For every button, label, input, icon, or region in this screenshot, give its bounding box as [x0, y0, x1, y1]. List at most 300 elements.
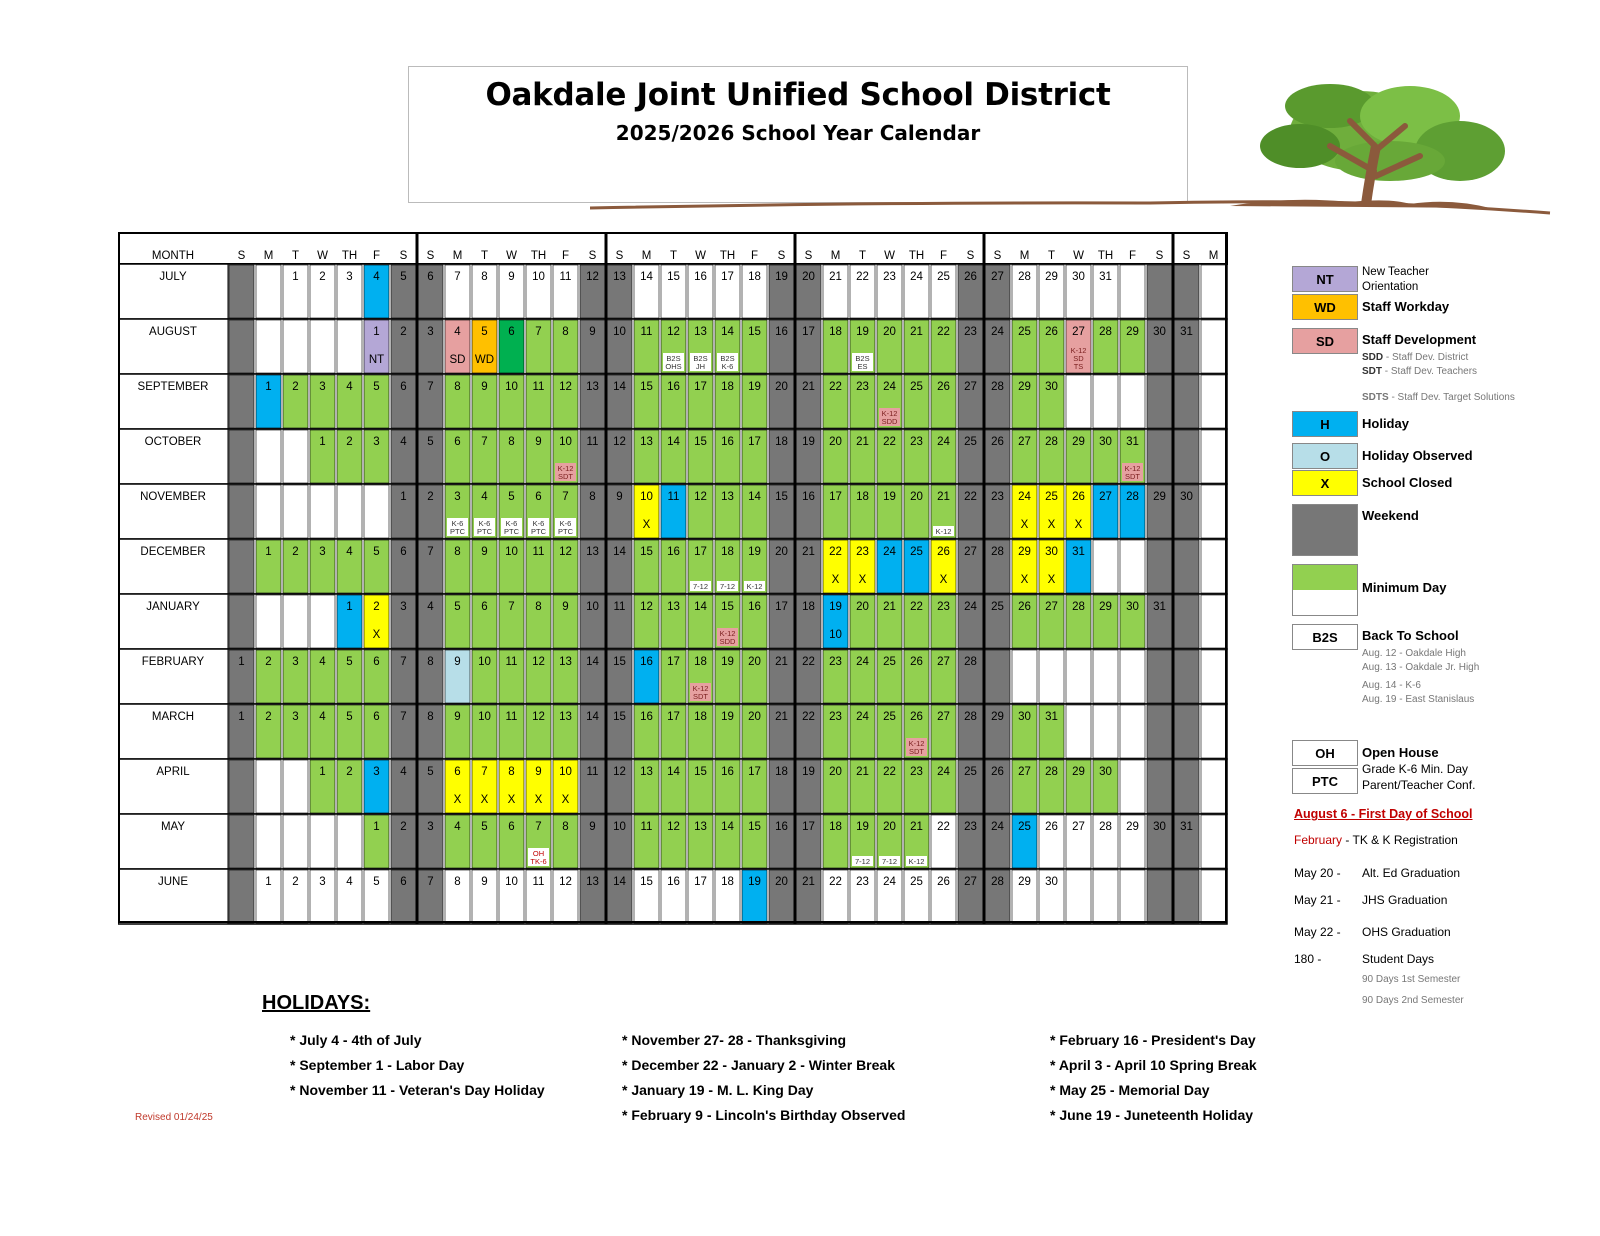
day-number: 1 [319, 436, 326, 448]
day-number: 23 [883, 271, 896, 283]
day-number: 10 [532, 271, 545, 283]
day-number: 8 [589, 491, 596, 503]
day-number: 25 [910, 546, 923, 558]
legend-nt-swatch: NT [1292, 266, 1358, 292]
day-cell [1093, 705, 1118, 758]
day-number: 28 [1099, 326, 1112, 338]
day-number: 20 [775, 876, 788, 888]
day-number: 18 [721, 876, 734, 888]
day-number: 4 [481, 491, 488, 503]
day-number: 28 [1126, 491, 1139, 503]
day-header-label: W [884, 250, 895, 262]
day-number: 6 [481, 601, 488, 613]
day-cell [1147, 870, 1172, 923]
day-number: 22 [802, 656, 815, 668]
day-number: 4 [373, 271, 380, 283]
day-note: 7-12 [854, 857, 871, 866]
day-number: 31 [1153, 601, 1166, 613]
day-mark: X [453, 794, 462, 806]
day-cell [229, 760, 254, 813]
day-header-label: M [1208, 250, 1219, 262]
day-number: 10 [586, 601, 599, 613]
day-number: 23 [856, 546, 869, 558]
tree-logo-icon [590, 76, 1570, 226]
day-number: 22 [856, 271, 869, 283]
day-number: 15 [613, 656, 626, 668]
day-note: SDT [1125, 472, 1140, 481]
day-number: 3 [292, 656, 299, 668]
day-number: 26 [1072, 491, 1085, 503]
day-number: 10 [478, 656, 491, 668]
day-number: 18 [721, 381, 734, 393]
day-number: 8 [454, 381, 461, 393]
day-number: 3 [454, 491, 461, 503]
day-note: K-12 [908, 739, 925, 748]
day-number: 16 [775, 326, 788, 338]
day-number: 9 [454, 656, 461, 668]
page-subtitle: 2025/2026 School Year Calendar [615, 121, 981, 145]
day-number: 16 [775, 821, 788, 833]
day-number: 15 [667, 271, 680, 283]
day-number: 9 [508, 271, 515, 283]
day-cell [1174, 870, 1199, 923]
day-cell [1147, 430, 1172, 483]
day-number: 13 [640, 766, 653, 778]
day-number: 26 [910, 656, 923, 668]
day-number: 7 [427, 546, 434, 558]
day-number: 18 [775, 436, 788, 448]
day-number: 13 [559, 711, 572, 723]
holidays-title: HOLIDAYS: [262, 992, 371, 1014]
day-number: 29 [1018, 381, 1031, 393]
day-number: 7 [400, 656, 407, 668]
day-number: 24 [883, 546, 896, 558]
day-number: 14 [586, 711, 599, 723]
day-number: 28 [1018, 271, 1031, 283]
day-header-label: S [804, 250, 813, 262]
day-number: 12 [613, 436, 626, 448]
day-number: 5 [427, 766, 434, 778]
day-number: 5 [373, 546, 380, 558]
holiday-item: * November 11 - Veteran's Day Holiday [290, 1082, 545, 1098]
day-cell [1201, 815, 1226, 868]
day-number: 20 [883, 821, 896, 833]
day-number: 1 [265, 381, 272, 393]
day-header-label: F [561, 250, 570, 262]
month-name: JANUARY [146, 601, 200, 613]
day-number: 12 [640, 601, 653, 613]
day-number: 2 [346, 766, 353, 778]
day-number: 11 [505, 711, 518, 723]
day-number: 29 [1126, 821, 1139, 833]
day-note: SD [1073, 354, 1084, 363]
day-number: 8 [508, 766, 515, 778]
day-number: 18 [829, 326, 842, 338]
day-number: 17 [694, 876, 707, 888]
day-number: 16 [748, 601, 761, 613]
day-number: 21 [802, 381, 815, 393]
day-number: 21 [883, 601, 896, 613]
day-number: 15 [640, 381, 653, 393]
day-cell [310, 815, 335, 868]
day-number: 6 [373, 711, 380, 723]
day-number: 8 [454, 546, 461, 558]
day-number: 12 [532, 656, 545, 668]
day-number: 15 [694, 436, 707, 448]
day-note: PTC [477, 527, 492, 536]
legend-holiday-label: Holiday [1362, 416, 1409, 431]
month-name: SEPTEMBER [137, 381, 209, 393]
day-number: 8 [562, 821, 569, 833]
day-cell [1201, 320, 1226, 373]
legend-sdd-note: SDD - Staff Dev. District [1362, 352, 1469, 363]
day-cell [256, 430, 281, 483]
day-note: OH [532, 849, 545, 858]
legend-closed-label: School Closed [1362, 475, 1453, 490]
day-header-label: S [966, 250, 975, 262]
day-number: 17 [694, 546, 707, 558]
month-name: JULY [159, 271, 187, 283]
day-number: 9 [589, 821, 596, 833]
day-cell [1012, 650, 1037, 703]
day-number: 20 [775, 546, 788, 558]
day-cell [310, 485, 335, 538]
day-cell [229, 815, 254, 868]
day-number: 15 [721, 601, 734, 613]
day-number: 14 [748, 491, 761, 503]
day-number: 24 [991, 821, 1004, 833]
day-number: 2 [400, 326, 407, 338]
day-number: 11 [505, 656, 518, 668]
day-number: 21 [829, 271, 842, 283]
day-note: SDD [881, 417, 898, 426]
day-note: SDD [719, 637, 736, 646]
day-number: 22 [883, 436, 896, 448]
day-number: 26 [937, 381, 950, 393]
day-number: 4 [346, 381, 353, 393]
day-number: 10 [505, 381, 518, 393]
day-number: 16 [694, 271, 707, 283]
day-number: 30 [1153, 326, 1166, 338]
day-number: 11 [586, 766, 599, 778]
day-number: 24 [856, 656, 869, 668]
holiday-item: * November 27- 28 - Thanksgiving [622, 1032, 847, 1048]
day-number: 2 [292, 546, 299, 558]
day-number: 16 [667, 876, 680, 888]
day-number: 22 [937, 326, 950, 338]
day-number: 6 [454, 766, 461, 778]
legend [1292, 262, 1592, 1022]
day-number: 1 [319, 766, 326, 778]
day-cell [1147, 650, 1172, 703]
day-header-label: TH [530, 250, 547, 262]
day-number: 3 [346, 271, 353, 283]
day-number: 4 [427, 601, 434, 613]
day-number: 17 [667, 711, 680, 723]
day-mark: X [858, 574, 867, 586]
day-number: 22 [964, 491, 977, 503]
day-number: 25 [883, 711, 896, 723]
day-number: 27 [1018, 436, 1031, 448]
day-number: 14 [640, 271, 653, 283]
month-name: NOVEMBER [140, 491, 206, 503]
legend-sd-swatch: SD [1292, 328, 1358, 354]
day-cell [1039, 650, 1064, 703]
day-cell [1120, 705, 1145, 758]
day-number: 23 [937, 601, 950, 613]
day-cell [1093, 650, 1118, 703]
day-cell [1174, 650, 1199, 703]
day-number: 3 [319, 381, 326, 393]
day-number: 19 [721, 656, 734, 668]
day-number: 19 [802, 766, 815, 778]
day-number: 8 [454, 876, 461, 888]
day-header-label: M [1019, 250, 1030, 262]
event-text-3: OHS Graduation [1362, 925, 1451, 939]
legend-b2s-note-4: Aug. 19 - East Stanislaus [1362, 694, 1475, 705]
day-cell [1201, 760, 1226, 813]
day-cell [1174, 430, 1199, 483]
holiday-item: * February 16 - President's Day [1050, 1032, 1256, 1048]
day-number: 25 [964, 766, 977, 778]
calendar-grid [118, 232, 1274, 974]
day-number: 22 [910, 601, 923, 613]
day-number: 3 [292, 711, 299, 723]
day-number: 27 [964, 381, 977, 393]
day-number: 7 [427, 381, 434, 393]
day-cell [1174, 540, 1199, 593]
day-number: 3 [319, 546, 326, 558]
day-number: 27 [937, 711, 950, 723]
day-number: 31 [1099, 271, 1112, 283]
day-number: 28 [964, 656, 977, 668]
day-number: 1 [238, 711, 245, 723]
day-number: 15 [640, 546, 653, 558]
day-number: 14 [613, 381, 626, 393]
day-number: 27 [937, 656, 950, 668]
day-number: 18 [748, 271, 761, 283]
day-number: 20 [748, 711, 761, 723]
day-header-label: TH [908, 250, 925, 262]
day-cell [1120, 375, 1145, 428]
legend-observed-swatch: O [1292, 443, 1358, 469]
day-cell [283, 815, 308, 868]
day-number: 10 [613, 821, 626, 833]
holiday-item: * December 22 - January 2 - Winter Break [622, 1057, 895, 1073]
day-number: 7 [562, 491, 569, 503]
day-number: 7 [535, 821, 542, 833]
day-note: K-12 [881, 409, 898, 418]
day-number: 28 [1045, 436, 1058, 448]
day-number: 29 [1153, 491, 1166, 503]
day-cell [1093, 870, 1118, 923]
day-number: 9 [481, 381, 488, 393]
day-number: 24 [910, 271, 923, 283]
day-cell [1147, 265, 1172, 318]
legend-minimum-swatch [1292, 564, 1358, 616]
day-number: 30 [1126, 601, 1139, 613]
legend-b2s-note-2: Aug. 13 - Oakdale Jr. High [1362, 662, 1480, 673]
day-cell [283, 320, 308, 373]
holiday-item: * January 19 - M. L. King Day [622, 1082, 814, 1098]
day-cell [229, 320, 254, 373]
day-number: 30 [1072, 271, 1085, 283]
day-number: 11 [532, 546, 545, 558]
day-number: 1 [373, 821, 380, 833]
day-mark: WD [474, 354, 495, 366]
day-number: 26 [964, 271, 977, 283]
day-number: 11 [667, 491, 680, 503]
day-cell [1201, 540, 1226, 593]
day-cell [1093, 375, 1118, 428]
day-number: 3 [319, 876, 326, 888]
day-mark: X [831, 574, 840, 586]
legend-nt-label: New Teacher Orientation [1362, 266, 1429, 293]
day-number: 15 [748, 326, 761, 338]
holiday-item: * May 25 - Memorial Day [1050, 1082, 1210, 1098]
month-name: APRIL [156, 766, 190, 778]
day-mark: X [480, 794, 489, 806]
day-number: 8 [481, 271, 488, 283]
day-cell [1201, 650, 1226, 703]
day-mark: X [1020, 519, 1029, 531]
day-header-label: M [830, 250, 841, 262]
day-number: 3 [373, 766, 380, 778]
event-date-3: May 22 - [1294, 925, 1341, 939]
day-number: 18 [694, 711, 707, 723]
day-number: 1 [292, 271, 299, 283]
day-number: 20 [775, 381, 788, 393]
day-number: 7 [508, 601, 515, 613]
legend-weekend-label: Weekend [1362, 508, 1419, 523]
day-number: 27 [964, 546, 977, 558]
day-number: 20 [748, 656, 761, 668]
day-number: 24 [856, 711, 869, 723]
day-number: 6 [373, 656, 380, 668]
day-note: 7-12 [692, 582, 709, 591]
day-number: 19 [829, 601, 842, 613]
day-number: 28 [1045, 766, 1058, 778]
day-header-label: S [237, 250, 246, 262]
day-number: 24 [937, 766, 950, 778]
day-number: 29 [1045, 271, 1058, 283]
day-cell [1174, 595, 1199, 648]
event-date-2: May 21 - [1294, 893, 1341, 907]
day-number: 26 [937, 546, 950, 558]
day-number: 25 [1018, 326, 1031, 338]
day-note: K-6 [478, 519, 491, 528]
holiday-item: * June 19 - Juneteenth Holiday [1050, 1107, 1254, 1123]
day-number: 28 [964, 711, 977, 723]
day-header-label: S [777, 250, 786, 262]
day-note: K-6 [721, 362, 734, 371]
day-header-label: S [993, 250, 1002, 262]
day-header-label: S [615, 250, 624, 262]
day-number: 6 [400, 546, 407, 558]
day-cell [1174, 375, 1199, 428]
day-number: 3 [427, 326, 434, 338]
day-number: 24 [883, 381, 896, 393]
day-number: 15 [748, 821, 761, 833]
day-number: 25 [1018, 821, 1031, 833]
day-number: 16 [802, 491, 815, 503]
day-cell [1120, 265, 1145, 318]
day-number: 20 [802, 271, 815, 283]
day-number: 26 [991, 436, 1004, 448]
day-number: 13 [613, 271, 626, 283]
day-number: 16 [721, 766, 734, 778]
day-note: B2S [855, 354, 870, 363]
event-date-4: 180 - [1294, 952, 1322, 966]
month-name: AUGUST [149, 326, 197, 338]
day-note: K-12 [1124, 464, 1141, 473]
day-number: 25 [1045, 491, 1058, 503]
legend-ptc-swatch: PTC [1292, 768, 1358, 794]
day-number: 12 [532, 711, 545, 723]
day-number: 17 [829, 491, 842, 503]
day-mark: X [1047, 574, 1056, 586]
day-mark: X [372, 629, 381, 641]
legend-b2s-swatch: B2S [1292, 624, 1358, 650]
day-number: 7 [454, 271, 461, 283]
day-number: 8 [508, 436, 515, 448]
day-cell [256, 760, 281, 813]
day-number: 22 [829, 546, 842, 558]
legend-weekend-swatch [1292, 504, 1358, 556]
day-header-label: MONTH [151, 250, 195, 262]
day-number: 3 [400, 601, 407, 613]
day-number: 21 [937, 491, 950, 503]
day-number: 29 [1126, 326, 1139, 338]
day-cell [1147, 375, 1172, 428]
day-cell [337, 320, 362, 373]
day-number: 22 [829, 876, 842, 888]
day-number: 9 [616, 491, 623, 503]
day-number: 18 [694, 656, 707, 668]
day-number: 5 [400, 271, 407, 283]
day-mark: X [1074, 519, 1083, 531]
day-cell [985, 650, 1010, 703]
legend-b2s-note-3: Aug. 14 - K-6 [1362, 680, 1421, 691]
day-number: 10 [505, 876, 518, 888]
day-number: 24 [937, 436, 950, 448]
day-cell [310, 320, 335, 373]
day-number: 6 [508, 326, 515, 338]
day-number: 24 [991, 326, 1004, 338]
day-number: 5 [481, 821, 488, 833]
day-number: 9 [481, 876, 488, 888]
day-number: 29 [1099, 601, 1112, 613]
day-note: K-6 [451, 519, 464, 528]
day-number: 30 [1045, 546, 1058, 558]
legend-wd-swatch: WD [1292, 294, 1358, 320]
day-number: 9 [535, 766, 542, 778]
day-number: 21 [856, 766, 869, 778]
day-number: 5 [427, 436, 434, 448]
day-number: 24 [964, 601, 977, 613]
day-cell [364, 485, 389, 538]
day-cell [1120, 540, 1145, 593]
day-cell [283, 760, 308, 813]
day-cell [337, 485, 362, 538]
day-note: K-6 [505, 519, 518, 528]
day-number: 21 [775, 711, 788, 723]
day-number: 11 [532, 381, 545, 393]
day-cell [229, 540, 254, 593]
day-number: 27 [1072, 821, 1085, 833]
day-number: 12 [559, 876, 572, 888]
day-number: 7 [481, 436, 488, 448]
